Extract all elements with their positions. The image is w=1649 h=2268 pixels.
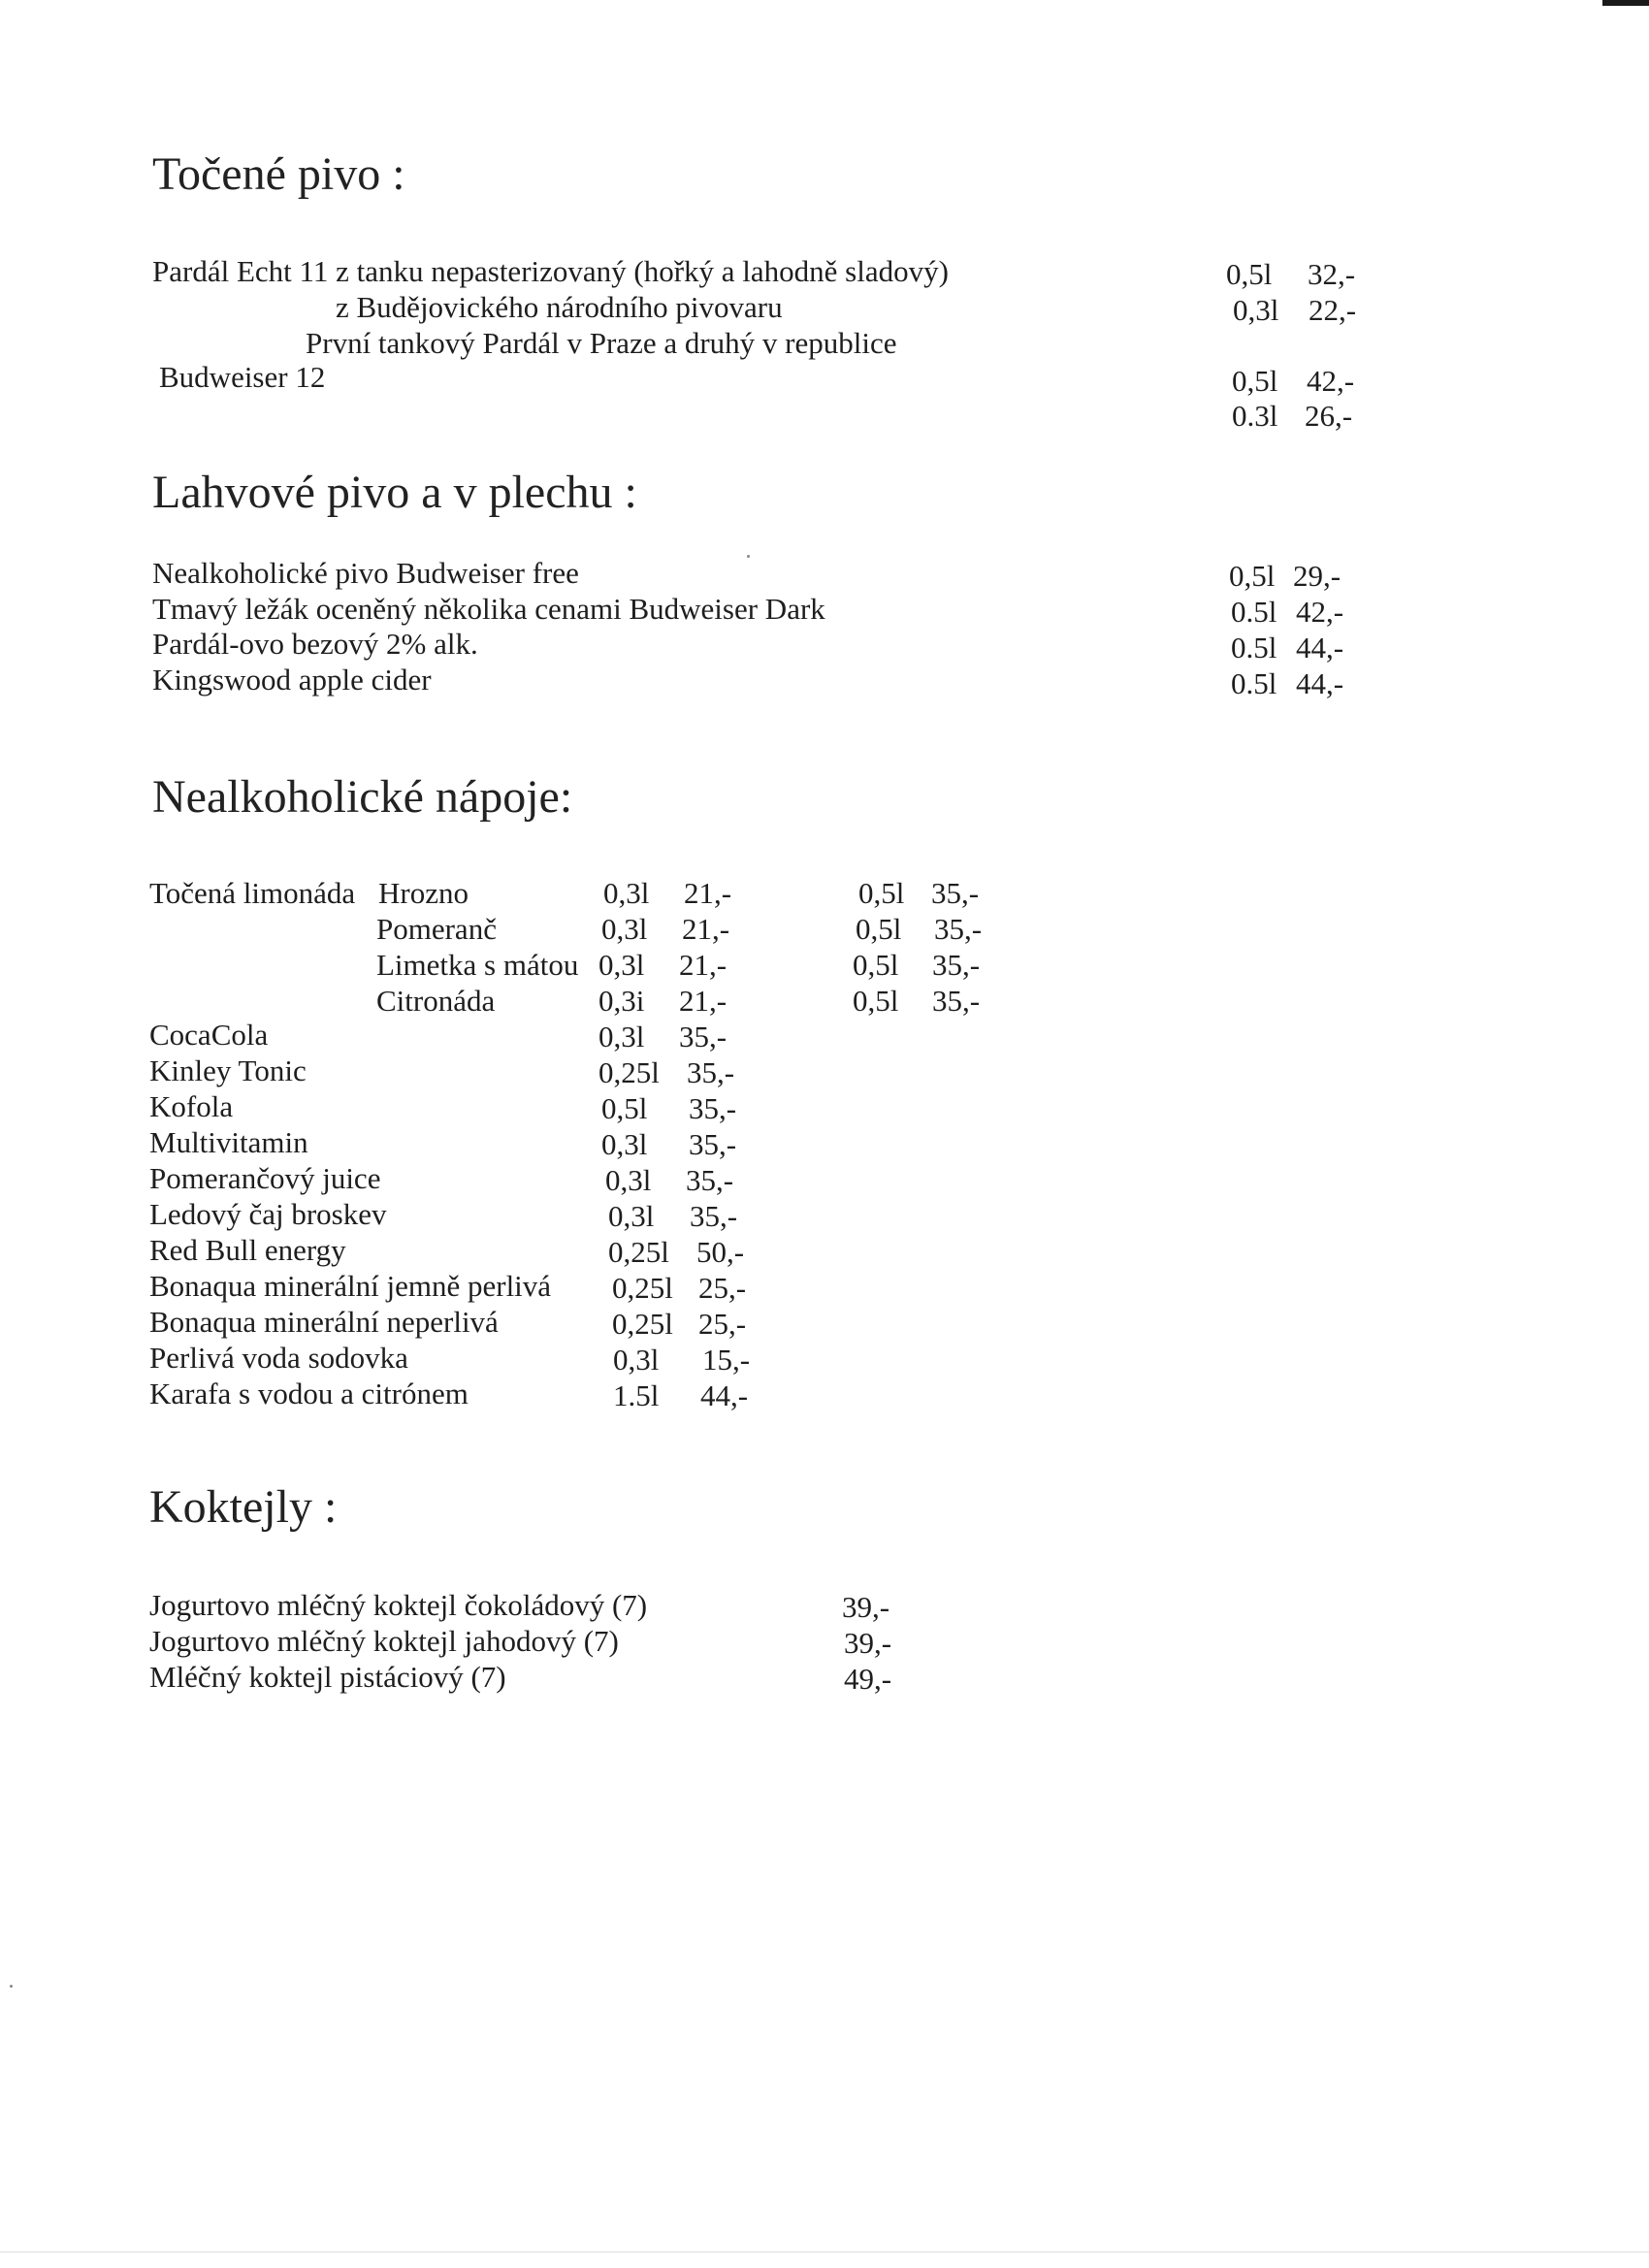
section-heading-cocktails: Koktejly :	[149, 1481, 338, 1533]
menu-item-price: 35,-	[687, 1055, 735, 1089]
menu-item-price: 35,-	[689, 1091, 737, 1125]
menu-item-name: Jogurtovo mléčný koktejl jahodový (7)	[149, 1624, 619, 1658]
menu-item-price: 44,-	[1296, 631, 1344, 664]
menu-item-volume: 0,3l	[601, 1127, 648, 1161]
menu-item-volume: 0,5l	[856, 912, 902, 946]
menu-item-name: CocaCola	[149, 1018, 269, 1052]
menu-item-name: Kingswood apple cider	[152, 663, 432, 697]
menu-item-volume: 0,25l	[608, 1235, 669, 1269]
menu-item-price: 35,-	[932, 984, 981, 1018]
menu-item-name: Pomerančový juice	[149, 1161, 381, 1195]
menu-item-name: Nealkoholické pivo Budweiser free	[152, 556, 579, 590]
menu-item-name: Karafa s vodou a citrónem	[149, 1377, 469, 1410]
menu-item-price: 42,-	[1307, 364, 1355, 398]
menu-item-price: 25,-	[698, 1307, 747, 1341]
menu-item-price: 32,-	[1308, 257, 1356, 291]
menu-item-volume: 0,3l	[598, 1020, 645, 1053]
menu-item-name: Jogurtovo mléčný koktejl čokoládový (7)	[149, 1588, 648, 1622]
menu-item-price: 49,-	[844, 1662, 892, 1696]
menu-item-name: Bonaqua minerální neperlivá	[149, 1305, 499, 1339]
menu-item-price: 42,-	[1296, 595, 1344, 629]
scan-speck	[747, 555, 750, 558]
menu-item-volume: 0,25l	[598, 1055, 660, 1089]
menu-item-price: 35,-	[686, 1163, 734, 1197]
menu-item-name: Pardál Echt 11 z tanku nepasterizovaný (hořký a lahodně sladový)	[152, 254, 949, 288]
menu-item-price: 25,-	[698, 1271, 747, 1305]
menu-item-price: 26,-	[1305, 399, 1353, 433]
menu-item-name: Pardál-ovo bezový 2% alk.	[152, 627, 478, 661]
menu-item-volume: 0,5l	[853, 984, 899, 1018]
menu-item-volume: 0,5l	[853, 948, 899, 982]
menu-item-price: 35,-	[931, 876, 980, 910]
menu-item-volume: 1.5l	[613, 1378, 660, 1412]
menu-item-name: Mléčný koktejl pistáciový (7)	[149, 1660, 506, 1694]
menu-item-price: 35,-	[689, 1127, 737, 1161]
menu-item-volume: 0.5l	[1231, 595, 1277, 629]
section-heading-soft-drinks: Nealkoholické nápoje:	[152, 771, 573, 823]
menu-item-volume: 0,3l	[613, 1343, 660, 1377]
menu-item-volume: 0,3l	[608, 1199, 655, 1233]
menu-item-price: 35,-	[934, 912, 983, 946]
menu-item-volume: 0,5l	[858, 876, 905, 910]
menu-item-volume: 0,25l	[612, 1307, 673, 1341]
menu-item-price: 50,-	[696, 1235, 745, 1269]
menu-item-volume: 0,3l	[603, 876, 650, 910]
lemonade-flavor: Pomeranč	[376, 912, 497, 946]
menu-item-name: Kinley Tonic	[149, 1053, 307, 1087]
menu-item-volume: 0.5l	[1231, 631, 1277, 664]
menu-item-price: 22,-	[1309, 293, 1357, 327]
menu-item-name: Bonaqua minerální jemně perlivá	[149, 1269, 552, 1303]
menu-item-price: 44,-	[700, 1378, 749, 1412]
menu-item-name: Kofola	[149, 1089, 234, 1123]
menu-item-name: Ledový čaj broskev	[149, 1197, 387, 1231]
scan-speck	[10, 1985, 13, 1988]
lemonade-flavor: Citronáda	[376, 984, 496, 1018]
section-heading-draught: Točené pivo :	[152, 148, 405, 200]
menu-item-volume: 0,5l	[601, 1091, 648, 1125]
menu-item-name: Tmavý ležák oceněný několika cenami Budweiser Dark	[152, 592, 825, 626]
menu-item-price: 39,-	[844, 1626, 892, 1660]
lemonade-flavor: Limetka s mátou	[376, 948, 579, 982]
menu-item-volume: 0,3l	[605, 1163, 652, 1197]
menu-item-volume: 0.3l	[1232, 399, 1278, 433]
menu-item-volume: 0,3l	[598, 948, 645, 982]
menu-item-price: 35,-	[932, 948, 981, 982]
menu-item-price: 15,-	[702, 1343, 751, 1377]
menu-item-price: 21,-	[679, 948, 728, 982]
menu-item-volume: 0.5l	[1231, 666, 1277, 700]
scan-corner-mark	[1602, 0, 1649, 6]
menu-item-volume: 0,3l	[601, 912, 648, 946]
menu-item-note: z Budějovického národního pivovaru	[336, 290, 783, 324]
menu-item-volume: 0,3l	[1233, 293, 1279, 327]
menu-item-price: 21,-	[684, 876, 732, 910]
menu-item-name: Budweiser 12	[159, 360, 326, 394]
menu-item-price: 44,-	[1296, 666, 1344, 700]
menu-item-name: Red Bull energy	[149, 1233, 346, 1267]
menu-item-price: 21,-	[679, 984, 728, 1018]
menu-item-volume: 0,5l	[1226, 257, 1273, 291]
menu-item-price: 29,-	[1293, 559, 1342, 593]
menu-item-volume: 0,25l	[612, 1271, 673, 1305]
menu-item-price: 35,-	[690, 1199, 738, 1233]
menu-item-price: 39,-	[842, 1590, 890, 1624]
menu-item-price: 21,-	[682, 912, 730, 946]
menu-item-price: 35,-	[679, 1020, 728, 1053]
lemonade-flavor: Hrozno	[378, 876, 469, 910]
menu-item-name: Perlivá voda sodovka	[149, 1341, 408, 1375]
menu-item-note: První tankový Pardál v Praze a druhý v republice	[306, 326, 897, 360]
menu-item-name: Multivitamin	[149, 1125, 308, 1159]
section-heading-bottled: Lahvové pivo a v plechu :	[152, 467, 637, 518]
menu-item-volume: 0,5l	[1229, 559, 1276, 593]
menu-item-volume: 0,3i	[598, 984, 645, 1018]
lemonade-label: Točená limonáda	[149, 876, 356, 910]
menu-item-volume: 0,5l	[1232, 364, 1278, 398]
